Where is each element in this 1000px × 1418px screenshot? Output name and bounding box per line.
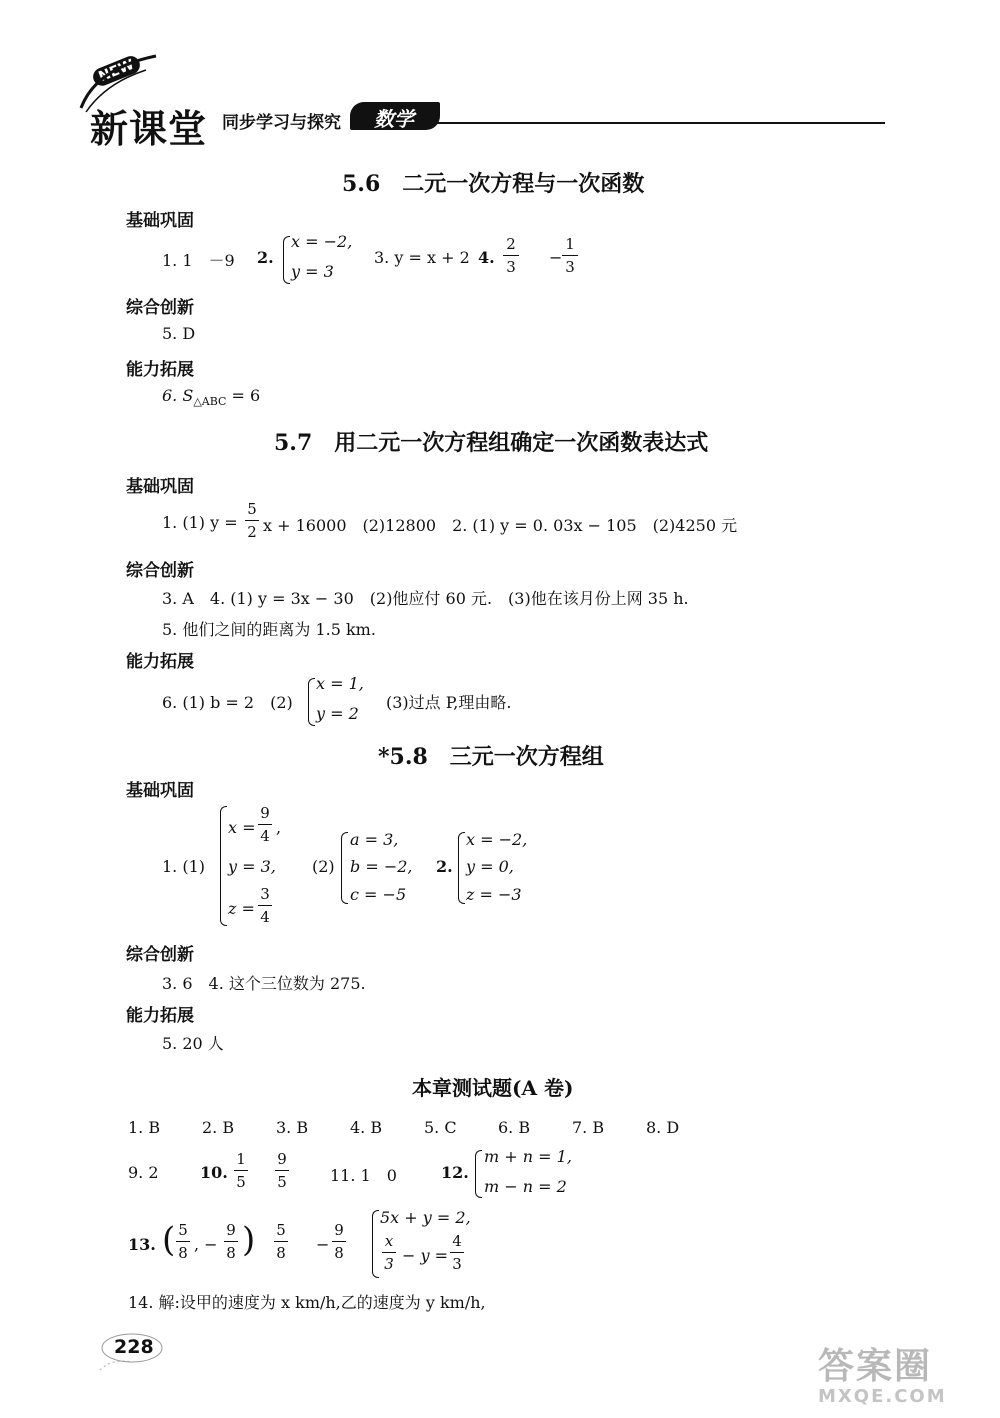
system-brace [220,806,227,926]
equation: 5x + y = 2, [380,1208,471,1227]
mc-answer: 2. B [202,1118,235,1137]
fraction: 5 8 [274,1222,288,1262]
heading-comprehensive: 综合创新 [126,561,194,581]
system-brace [458,832,465,904]
fraction: x 3 [382,1233,396,1273]
answer-q10-label: 10. [200,1163,228,1182]
heading-comprehensive: 综合创新 [126,945,194,965]
watermark-logo: 答案圈 [818,1346,933,1387]
equation: y = 3 [291,262,334,281]
heading-basic: 基础巩固 [126,781,194,801]
mc-answer: 5. C [424,1118,457,1137]
page-number: 228 [114,1336,154,1358]
answer-q6-label: 6. (1) b = 2 (2) [162,693,293,712]
fraction: 9 8 [224,1222,238,1262]
mc-answer: 1. B [128,1118,161,1137]
answer-q5: 5. 20 人 [162,1034,224,1053]
mc-answer: 8. D [646,1118,680,1137]
heading-comprehensive: 综合创新 [126,298,194,318]
heading-extension: 能力拓展 [126,1006,194,1026]
answer-q1-label: 1. (1) y = [162,513,238,532]
fraction: 3 4 [258,886,272,926]
answer-q2-label: 2. [257,248,274,267]
answer-q6-part3: (3)过点 P,理由略. [386,693,512,712]
equation: z = [228,899,255,918]
equation: y = 0, [466,857,514,876]
mc-answer: 3. B [276,1118,309,1137]
fraction: 9 5 [275,1151,289,1191]
system-brace [308,678,315,726]
fraction: 9 8 [332,1222,346,1262]
answer-q3: 3. y = x + 2 [374,248,470,267]
q6-subscript: △ABC [193,395,227,408]
answer-q2-label: 2. [436,857,453,876]
answer-q1-label: 1. (1) [162,857,206,876]
test-title: 本章测试题(A 卷) [412,1076,574,1100]
answer-q9: 9. 2 [128,1163,159,1182]
equation: m + n = 1, [484,1147,572,1166]
equation: b = −2, [350,857,413,876]
heading-basic: 基础巩固 [126,211,194,231]
answer-q6 [162,386,260,408]
heading-extension: 能力拓展 [126,652,194,672]
equation: x = −2, [291,232,353,251]
open-paren: ( [162,1220,176,1260]
comma: , [276,818,282,837]
answer-q5: 5. 他们之间的距离为 1.5 km. [162,620,376,639]
close-paren: ) [242,1220,256,1260]
fraction: 2 3 [503,236,519,276]
mc-answer: 6. B [498,1118,531,1137]
answer-q11: 11. 1 0 [330,1166,397,1185]
equation: − y = [402,1246,449,1265]
system-brace [475,1150,482,1198]
equation: x = −2, [466,830,528,849]
answer-q14: 14. 解:设甲的速度为 x km/h,乙的速度为 y km/h, [128,1293,486,1312]
answer-q12-label: 12. [441,1163,469,1182]
section-title-5-8: *5.8 三元一次方程组 [378,744,604,770]
fraction: 1 5 [234,1151,248,1191]
answer-q3-q4: 3. 6 4. 这个三位数为 275. [162,974,366,993]
heading-extension: 能力拓展 [126,360,194,380]
part2-label: (2) [312,857,335,876]
system-brace [341,832,348,904]
section-title-5-7: 5.7 用二元一次方程组确定一次函数表达式 [274,430,709,456]
fraction: 1 3 [562,236,578,276]
answer-q4-label: 4. [478,248,495,267]
equation: x = [228,818,256,837]
system-brace [283,236,290,284]
minus-sign: − [316,1235,330,1254]
equation: x = 1, [316,674,364,693]
q6-value: = 6 [226,386,261,405]
answer-q3-q4: 3. A 4. (1) y = 3x − 30 (2)他应付 60 元. (3)他在该月份上网 35 h. [162,589,689,608]
system-brace [372,1210,379,1278]
header-rule [430,122,885,124]
equation: c = −5 [350,885,407,904]
equation: m − n = 2 [484,1177,567,1196]
brand-logo: 新课堂 [90,107,208,151]
answer-q1: 1. 1 －9 [162,251,235,270]
equation: y = 2 [316,704,359,723]
answer-q1-q2: x + 16000 (2)12800 2. (1) y = 0. 03x − 105 (2)4250 元 [263,516,738,535]
comma-minus: , − [194,1235,218,1254]
fraction: 5 2 [245,501,259,541]
mc-answer: 7. B [572,1118,605,1137]
fraction: 4 3 [450,1233,464,1273]
answer-q13-label: 13. [128,1235,156,1254]
section-title-5-6: 5.6 二元一次方程与一次函数 [342,171,645,197]
heading-basic: 基础巩固 [126,477,194,497]
equation: z = −3 [466,885,522,904]
subject-label: 数学 [374,107,414,131]
series-title: 同步学习与探究 [222,113,341,133]
fraction: 9 4 [258,805,272,845]
equation: a = 3, [350,830,399,849]
minus-sign: − [549,248,563,267]
new-badge: NEW [90,54,142,89]
watermark-url: MXQE.COM [818,1386,947,1407]
equation: y = 3, [228,857,276,876]
fraction: 5 8 [176,1222,190,1262]
q6-prefix: 6. S [162,386,194,405]
mc-answer: 4. B [350,1118,383,1137]
answer-q5: 5. D [162,324,196,343]
